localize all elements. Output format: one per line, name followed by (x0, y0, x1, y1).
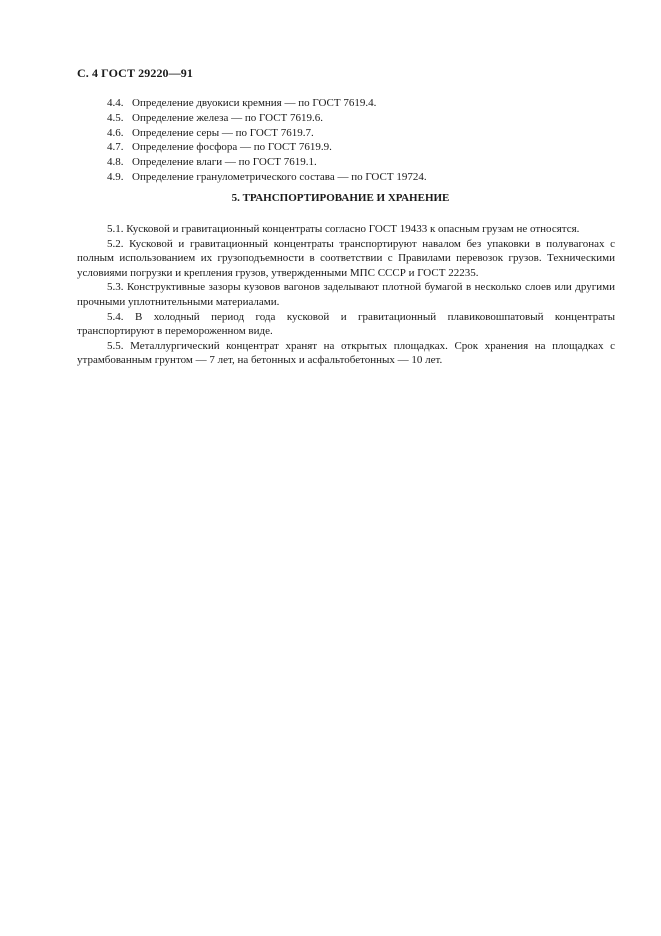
item-text: Определение железа — по ГОСТ 7619.6. (132, 111, 324, 124)
paragraph: 5.5. Металлургический концентрат хранят на открытых площадках. Срок хранения на площадках с утрамбованным грунтом — 7 лет, на бетонных и асфальтобетонных — 10 лет. (77, 339, 615, 367)
item-number: 4.9. (107, 170, 124, 183)
list-item (107, 96, 427, 111)
page-header: С. 4 ГОСТ 29220—91 (77, 66, 193, 80)
item-text: Определение гранулометрического состава — по ГОСТ 19724. (132, 170, 427, 183)
item-number: 4.7. (107, 141, 124, 154)
list-item (107, 155, 427, 170)
list-item (107, 140, 427, 155)
paragraph: 5.1. Кусковой и гравитационный концентраты согласно ГОСТ 19433 к опасным грузам не относятся. (107, 223, 580, 235)
list-item (107, 126, 427, 141)
list-item (107, 170, 427, 185)
paragraph: 5.3. Конструктивные зазоры кузовов вагонов заделывают плотной бумагой в несколько слоев или другими прочными уплотнительными материалами. (77, 281, 615, 308)
paragraph: 5.2. Кусковой и гравитационный концентраты транспортируют навалом без упаковки в полувагонах с полным использованием их грузоподъемности в соответствии с Правилами перевозок грузов. Техническими условиями погрузки и крепления грузов, утвержденными МПС СССР и ГОСТ 22235. (77, 237, 615, 279)
item-text: Определение влаги — по ГОСТ 7619.1. (132, 156, 317, 169)
methods-list (107, 96, 427, 185)
item-number: 4.6. (107, 126, 124, 139)
item-text: Определение фосфора — по ГОСТ 7619.9. (132, 141, 332, 154)
item-text: Определение двуокиси кремния — по ГОСТ 7619.4. (132, 97, 377, 109)
paragraph: 5.4. В холодный период года кусковой и гравитационный плавиковошпатовый концентраты транспортируют в перемороженном виде. (77, 310, 615, 338)
section-title: 5. ТРАНСПОРТИРОВАНИЕ И ХРАНЕНИЕ (231, 192, 450, 204)
section-body (77, 222, 615, 368)
list-item (107, 111, 427, 126)
item-number: 4.4. (107, 97, 124, 109)
item-text: Определение серы — по ГОСТ 7619.7. (132, 126, 314, 139)
item-number: 4.5. (107, 111, 124, 124)
item-number: 4.8. (107, 156, 124, 169)
